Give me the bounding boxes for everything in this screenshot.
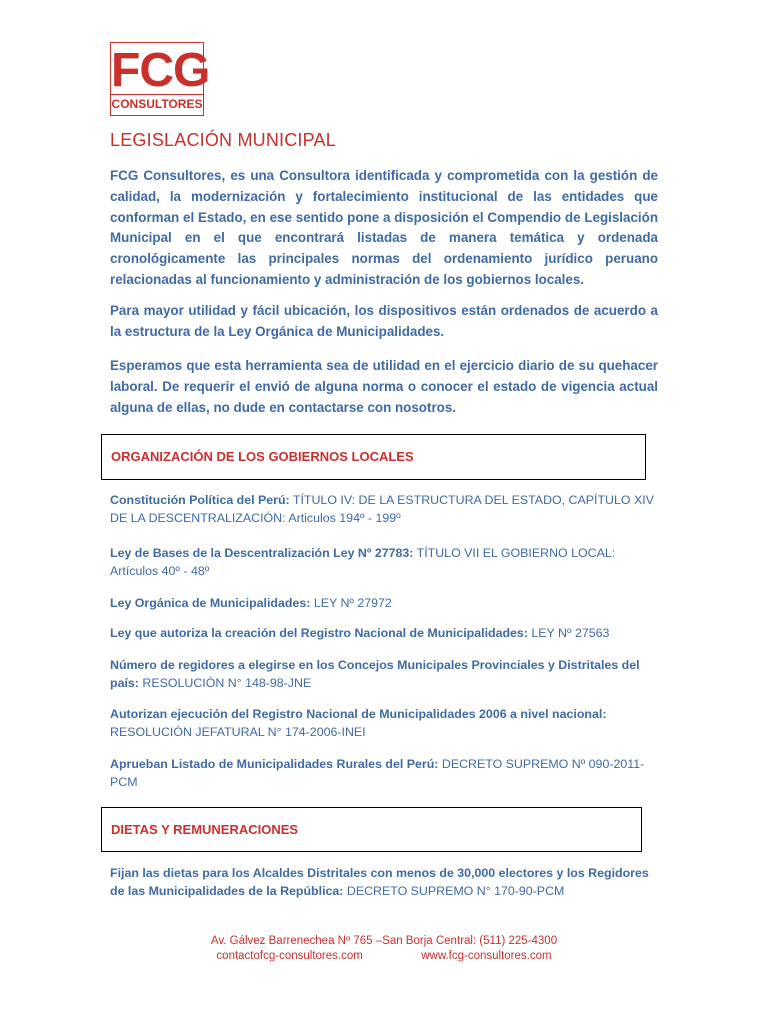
section-header-dietas (101, 807, 642, 852)
law-item[interactable] (110, 864, 660, 900)
law-reference: TÍTULO IV: DE LA ESTRUCTURA DEL ESTADO, CAPÍTULO XIV DE LA DESCENTRALIZACIÓN: Articulos 194º - 199º (110, 493, 654, 525)
intro-paragraph-1: FCG Consultores, es una Consultora identificada y comprometida con la gestión de calidad, la modernización y fortalecimiento institucional de las entidades que conforman el Estado, en ese sentido pone a disposición el Compendio de Legislación Municipal en el que encontrará listadas de manera temática y ordenada cronológicamente las principales normas del ordenamiento jurídico peruano relacionadas al funcionamiento y administración de los gobiernos locales. (110, 168, 658, 287)
law-reference: RESOLUCIÓN JEFATURAL N° 174-2006-INEI (110, 725, 366, 739)
law-name: Ley Orgánica de Municipalidades: (110, 596, 311, 610)
company-logo (110, 42, 210, 116)
page-title: LEGISLACIÓN MUNICIPAL (110, 130, 336, 150)
footer-contacts (0, 950, 768, 962)
law-name: Fijan las dietas para los Alcaldes Distritales con menos de 30,000 electores y los Regidores de las Municipalidades de la República: (110, 866, 649, 898)
law-item[interactable] (110, 491, 660, 527)
law-reference: TÍTULO VII EL GOBIERNO LOCAL: Artículos 40º - 48º (110, 546, 616, 578)
intro-paragraph-2: Para mayor utilidad y fácil ubicación, los dispositivos están ordenados de acuerdo a la estructura de la Ley Orgánica de Municipalidades. (110, 303, 658, 339)
law-name: Constitución Política del Perú: (110, 493, 290, 507)
footer-email-link[interactable]: contactofcg-consultores.com (216, 950, 363, 962)
footer-address: Av. Gálvez Barrenechea Nº 765 –San Borja Central: (511) 225-4300 (210, 935, 558, 947)
law-name: Número de regidores a elegirse en los Concejos Municipales Provinciales y Distritales del país: (110, 658, 640, 690)
law-name: Aprueban Listado de Municipalidades Rurales del Perú: (110, 757, 439, 771)
section-title: ORGANIZACIÓN DE LOS GOBIERNOS LOCALES (111, 449, 414, 464)
law-item[interactable] (110, 624, 660, 642)
law-name: Autorizan ejecución del Registro Nacional de Municipalidades 2006 a nivel nacional: (110, 707, 607, 721)
logo-subtitle: CONSULTORES (111, 94, 203, 115)
logo-wordmark: FCG (111, 44, 210, 97)
law-reference: DECRETO SUPREMO N° 170-90-PCM (343, 884, 565, 898)
law-reference: LEY Nº 27972 (310, 596, 392, 610)
law-item[interactable] (110, 656, 660, 692)
section-title: DIETAS Y REMUNERACIONES (111, 822, 299, 837)
law-reference: DECRETO SUPREMO Nº 090-2011-PCM (110, 757, 645, 789)
law-item[interactable] (110, 594, 660, 612)
law-item[interactable] (110, 544, 660, 580)
intro-paragraph-3: Esperamos que esta herramienta sea de utilidad en el ejercicio diario de su quehacer laboral. De requerir el envió de alguna norma o conocer el estado de vigencia actual alguna de ellas, no dude en contactarse con nosotros. (110, 358, 658, 415)
law-reference: LEY Nº 27563 (527, 626, 610, 640)
law-name: Ley que autoriza la creación del Registro Nacional de Municipalidades: (110, 626, 528, 640)
footer-website-link[interactable]: www.fcg-consultores.com (421, 950, 552, 962)
law-item[interactable] (110, 755, 660, 791)
law-name: Ley de Bases de la Descentralización Ley Nº 27783: (110, 546, 414, 560)
law-item[interactable] (110, 705, 660, 741)
section-header-organizacion (101, 434, 646, 480)
law-reference: RESOLUCIÓN N° 148-98-JNE (138, 676, 312, 690)
